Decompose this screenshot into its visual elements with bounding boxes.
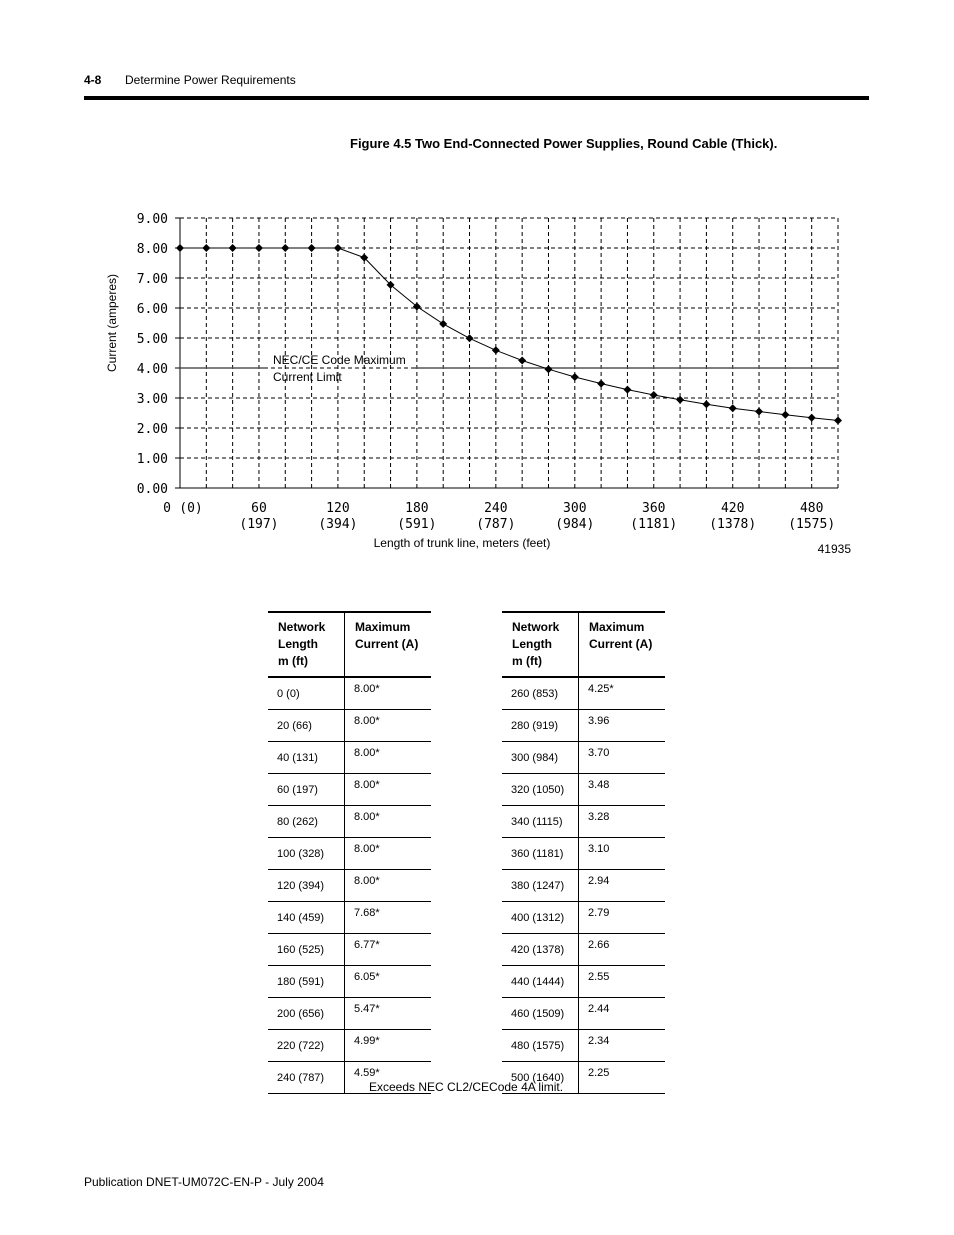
data-point — [308, 244, 316, 252]
x-tick-label-meters: 240 — [484, 501, 508, 516]
max-current-cell: 8.00* — [345, 806, 432, 838]
series-line — [180, 248, 838, 421]
data-point — [623, 386, 631, 394]
data-point — [176, 244, 184, 252]
network-length-cell: 260 (853) — [502, 677, 579, 710]
max-current-cell: 8.00* — [345, 677, 432, 710]
network-length-cell: 140 (459) — [268, 902, 345, 934]
max-current-cell: 4.25* — [579, 677, 666, 710]
network-length-cell: 80 (262) — [268, 806, 345, 838]
header-max-current — [579, 612, 666, 677]
x-tick-label-feet: (394) — [318, 517, 358, 532]
x-tick-label-feet: (787) — [476, 517, 516, 532]
table-row — [502, 934, 665, 966]
y-tick-label: 8.00 — [136, 242, 168, 257]
current-table-right — [502, 611, 665, 1094]
header-current-line2: Current (A) — [589, 637, 653, 651]
network-length-cell: 120 (394) — [268, 870, 345, 902]
network-length-cell: 20 (66) — [268, 710, 345, 742]
data-point — [202, 244, 210, 252]
table-row — [502, 838, 665, 870]
header-length-line2: Length — [278, 637, 318, 651]
data-point — [466, 334, 474, 342]
data-point — [755, 408, 763, 416]
network-length-cell: 180 (591) — [268, 966, 345, 998]
max-current-cell: 8.00* — [345, 742, 432, 774]
x-tick-label-feet: (1181) — [630, 517, 678, 532]
data-point — [781, 411, 789, 419]
table-row — [502, 742, 665, 774]
header-length-line1: Network — [278, 620, 326, 634]
network-length-cell: 460 (1509) — [502, 998, 579, 1030]
x-tick-label-meters: 180 — [405, 501, 429, 516]
max-current-cell: 3.48 — [579, 774, 666, 806]
table-row — [268, 742, 431, 774]
data-point — [702, 400, 710, 408]
network-length-cell: 280 (919) — [502, 710, 579, 742]
header-length-line3: m (ft) — [512, 654, 542, 668]
header-length-line3: m (ft) — [278, 654, 308, 668]
table-row — [268, 838, 431, 870]
x-axis-label: Length of trunk line, meters (feet) — [373, 536, 551, 550]
network-length-cell: 220 (722) — [268, 1030, 345, 1062]
y-tick-label: 2.00 — [136, 422, 168, 437]
table-row — [268, 710, 431, 742]
data-point — [571, 373, 579, 381]
y-tick-label: 4.00 — [136, 362, 168, 377]
header-length-line1: Network — [512, 620, 560, 634]
data-point — [281, 244, 289, 252]
data-point — [439, 320, 447, 328]
network-length-cell: 360 (1181) — [502, 838, 579, 870]
table-row — [268, 774, 431, 806]
max-current-cell: 4.59* — [345, 1062, 432, 1094]
x-tick-label-meters: 60 — [251, 501, 267, 516]
max-current-cell: 4.99* — [345, 1030, 432, 1062]
max-current-cell: 5.47* — [345, 998, 432, 1030]
max-current-cell: 6.05* — [345, 966, 432, 998]
max-current-cell: 8.00* — [345, 870, 432, 902]
header-current-line2: Current (A) — [355, 637, 419, 651]
page-number: 4-8 — [84, 73, 102, 87]
footnote: Exceeds NEC CL2/CECode 4A limit. — [369, 1080, 564, 1094]
network-length-cell: 380 (1247) — [502, 870, 579, 902]
y-tick-label: 9.00 — [136, 212, 168, 227]
current-table-left — [268, 611, 431, 1094]
y-tick-label: 3.00 — [136, 392, 168, 407]
max-current-cell: 8.00* — [345, 774, 432, 806]
x-tick-label-feet: (0) — [179, 501, 203, 516]
reference-line-label: Current Limit — [273, 370, 342, 384]
x-tick-label-meters: 0 — [163, 501, 171, 516]
x-tick-label-meters: 120 — [326, 501, 350, 516]
table-row — [268, 966, 431, 998]
max-current-cell: 3.28 — [579, 806, 666, 838]
table-row — [502, 1030, 665, 1062]
max-current-cell: 8.00* — [345, 838, 432, 870]
table-row — [268, 677, 431, 710]
table-row — [502, 677, 665, 710]
figure-id-number: 41935 — [817, 542, 851, 556]
max-current-cell: 3.96 — [579, 710, 666, 742]
max-current-cell: 2.44 — [579, 998, 666, 1030]
max-current-cell: 2.66 — [579, 934, 666, 966]
y-tick-label: 0.00 — [136, 482, 168, 497]
table-row — [502, 902, 665, 934]
network-length-cell: 200 (656) — [268, 998, 345, 1030]
network-length-cell: 40 (131) — [268, 742, 345, 774]
max-current-cell: 3.10 — [579, 838, 666, 870]
network-length-cell: 0 (0) — [268, 677, 345, 710]
network-length-cell: 160 (525) — [268, 934, 345, 966]
data-point — [597, 380, 605, 388]
data-point — [334, 244, 342, 252]
y-tick-label: 7.00 — [136, 272, 168, 287]
data-point — [492, 346, 500, 354]
y-tick-label: 5.00 — [136, 332, 168, 347]
x-tick-label-feet: (984) — [555, 517, 595, 532]
x-tick-label-meters: 480 — [799, 501, 824, 516]
table-row — [502, 966, 665, 998]
data-point — [229, 244, 237, 252]
table-row — [502, 870, 665, 902]
data-point — [834, 417, 842, 425]
table-row — [502, 806, 665, 838]
network-length-cell: 440 (1444) — [502, 966, 579, 998]
max-current-cell: 7.68* — [345, 902, 432, 934]
header-max-current — [345, 612, 432, 677]
max-current-cell: 2.79 — [579, 902, 666, 934]
max-current-cell: 8.00* — [345, 710, 432, 742]
header-current-line1: Maximum — [355, 620, 411, 634]
table-row — [502, 710, 665, 742]
x-tick-label-feet: (1575) — [788, 517, 836, 532]
network-length-cell: 420 (1378) — [502, 934, 579, 966]
reference-line-label: NEC/CE Code Maximum — [273, 353, 406, 367]
section-title: Determine Power Requirements — [125, 73, 296, 87]
data-point — [676, 396, 684, 404]
network-length-cell: 340 (1115) — [502, 806, 579, 838]
publication-footer: Publication DNET-UM072C-EN-P - July 2004 — [84, 1175, 324, 1189]
network-length-cell: 320 (1050) — [502, 774, 579, 806]
max-current-cell: 3.70 — [579, 742, 666, 774]
network-length-cell: 100 (328) — [268, 838, 345, 870]
header-length-line2: Length — [512, 637, 552, 651]
table-row — [268, 934, 431, 966]
x-tick-label-feet: (1378) — [709, 517, 757, 532]
x-tick-label-feet: (197) — [239, 517, 279, 532]
table-row — [268, 1030, 431, 1062]
figure-caption: Figure 4.5 Two End-Connected Power Supplies, Round Cable (Thick). — [350, 136, 778, 151]
table-row — [268, 998, 431, 1030]
table-row — [502, 998, 665, 1030]
data-point — [808, 414, 816, 422]
network-length-cell: 500 (1640) — [502, 1062, 579, 1094]
max-current-cell: 6.77* — [345, 934, 432, 966]
data-point — [729, 404, 737, 412]
table-row — [502, 774, 665, 806]
header-current-line1: Maximum — [589, 620, 645, 634]
data-point — [518, 357, 526, 365]
current-vs-length-chart — [0, 0, 954, 580]
network-length-cell: 480 (1575) — [502, 1030, 579, 1062]
y-axis-label: Current (amperes) — [105, 273, 119, 373]
max-current-cell: 2.25 — [579, 1062, 666, 1094]
x-tick-label-meters: 300 — [563, 501, 587, 516]
data-point — [255, 244, 263, 252]
y-tick-label: 1.00 — [136, 452, 168, 467]
max-current-cell: 2.34 — [579, 1030, 666, 1062]
header-network-length — [502, 612, 579, 677]
max-current-cell: 2.94 — [579, 870, 666, 902]
max-current-cell: 2.55 — [579, 966, 666, 998]
network-length-cell: 400 (1312) — [502, 902, 579, 934]
table-row — [268, 806, 431, 838]
x-tick-label-meters: 360 — [642, 501, 666, 516]
y-tick-label: 6.00 — [136, 302, 168, 317]
table-row — [268, 902, 431, 934]
network-length-cell: 60 (197) — [268, 774, 345, 806]
network-length-cell: 300 (984) — [502, 742, 579, 774]
data-point — [544, 365, 552, 373]
header-network-length — [268, 612, 345, 677]
x-tick-label-feet: (591) — [397, 517, 437, 532]
x-tick-label-meters: 420 — [720, 501, 745, 516]
table-row — [268, 870, 431, 902]
network-length-cell: 240 (787) — [268, 1062, 345, 1094]
